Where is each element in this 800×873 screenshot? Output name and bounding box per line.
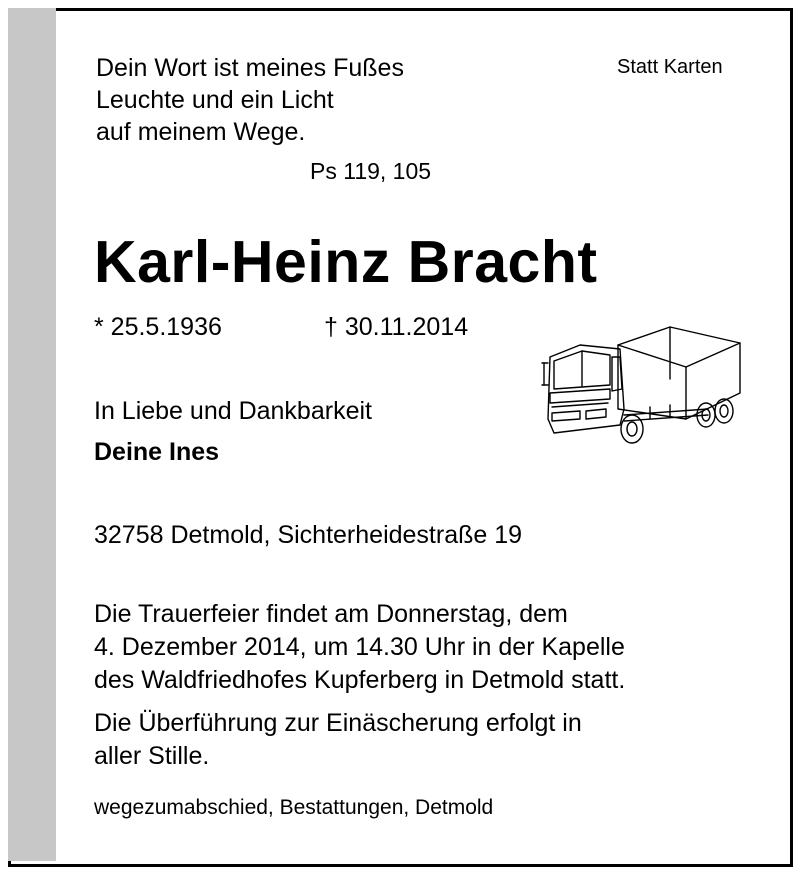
bible-verse (96, 52, 404, 148)
verse-line: Leuchte und ein Licht (96, 86, 334, 114)
transfer-paragraph (94, 707, 582, 773)
funeral-home: wegezumabschied, Bestattungen, Detmold (94, 796, 494, 819)
signature: Deine Ines (94, 438, 220, 466)
ceremony-line: des Waldfriedhofes Kupferberg in Detmold statt. (94, 666, 626, 694)
verse-reference: Ps 119, 105 (310, 158, 432, 184)
ceremony-line: Die Trauerfeier findet am Donnerstag, dem (94, 600, 568, 628)
side-strip (8, 8, 56, 861)
truck-icon (540, 323, 746, 451)
transfer-line: aller Stille. (94, 742, 210, 770)
verse-line: auf meinem Wege. (96, 118, 306, 146)
farewell-text: In Liebe und Dankbarkeit (94, 397, 372, 425)
statt-karten-label: Statt Karten (617, 56, 723, 78)
verse-line: Dein Wort ist meines Fußes (96, 54, 404, 82)
ceremony-line: 4. Dezember 2014, um 14.30 Uhr in der Kapelle (94, 633, 625, 661)
birth-date: * 25.5.1936 (94, 313, 222, 341)
transfer-line: Die Überführung zur Einäscherung erfolgt in (94, 709, 582, 737)
address: 32758 Detmold, Sichterheidestraße 19 (94, 521, 523, 549)
deceased-name: Karl-Heinz Bracht (94, 229, 598, 295)
ceremony-paragraph (94, 598, 625, 697)
death-date: † 30.11.2014 (324, 313, 469, 341)
